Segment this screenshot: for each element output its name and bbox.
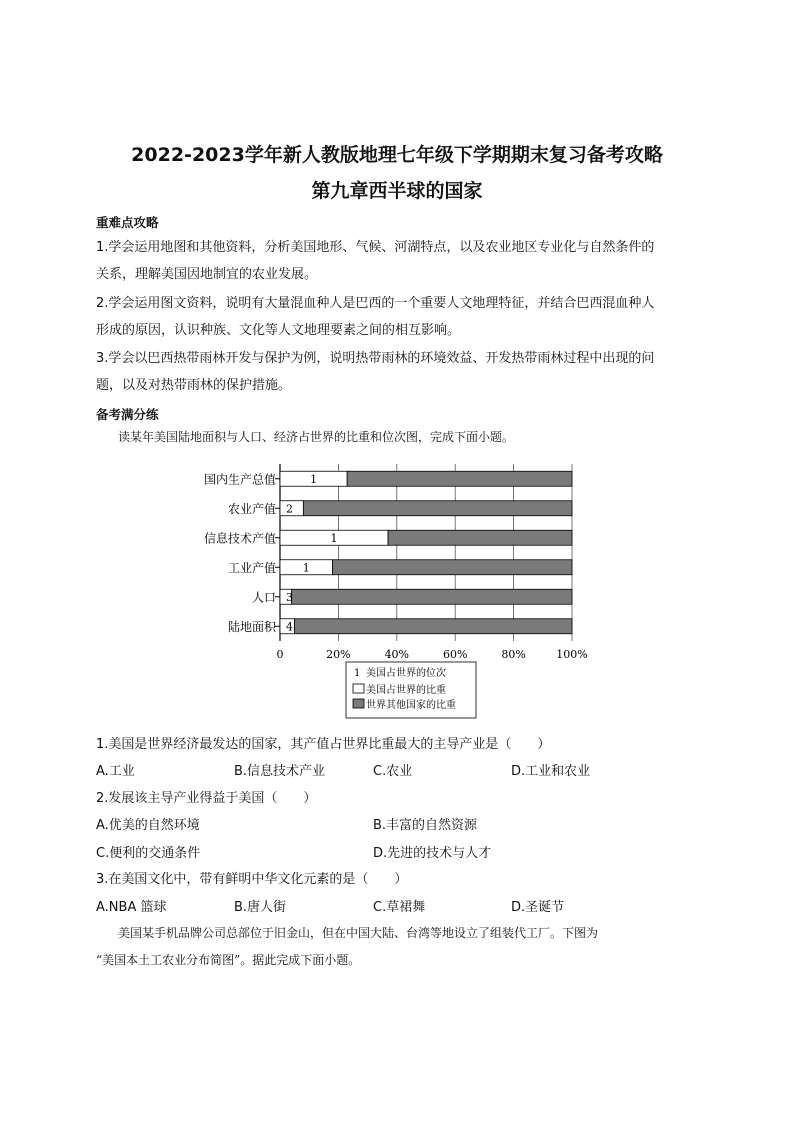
closing-line-1: 美国某手机品牌公司总部位于旧金山，但在中国大陆、台湾等地设立了组装代工厂。下图为 [118, 926, 599, 940]
practice-heading: 备考满分练 [96, 407, 159, 422]
question-1: 1.美国是世界经济最发达的国家，其产值占世界比重最大的主导产业是（ ） [96, 737, 551, 752]
closing-paragraph [96, 920, 706, 974]
category-label: 信息技术产值 [203, 531, 276, 546]
rest-of-world-bar [347, 471, 572, 486]
key-point-1-line-1: 1.学会运用地图和其他资料，分析美国地形、气候、河湖特点，以及农业地区专业化与自然条件的 [96, 240, 655, 255]
x-tick-label: 80% [501, 648, 526, 661]
key-point-1 [96, 234, 700, 288]
rank-label: 4 [286, 620, 293, 634]
q2-option-c: C.便利的交通条件 [96, 846, 201, 861]
key-point-2-line-1: 2.学会运用图文资料，说明有大量混血种人是巴西的一个重要人文地理特征，并结合巴西混血种人 [96, 296, 655, 311]
rest-of-world-bar [388, 530, 572, 545]
q3-option-a: A.NBA 篮球 [96, 900, 167, 915]
bar-chart [180, 458, 610, 720]
key-point-3-line-1: 3.学会以巴西热带雨林开发与保护为例，说明热带雨林的环境效益、开发热带雨林过程中出现的问 [96, 351, 655, 366]
legend-swatch [353, 684, 364, 693]
q1-option-d: D.工业和农业 [511, 764, 591, 779]
q1-option-a: A.工业 [96, 764, 135, 779]
legend-swatch [353, 699, 364, 708]
category-label: 工业产值 [227, 560, 276, 575]
page-subtitle: 第九章西半球的国家 [311, 180, 483, 202]
key-point-3-line-2: 题，以及对热带雨林的保护措施。 [96, 378, 292, 393]
q3-option-c: C.草裙舞 [373, 900, 426, 915]
q2-option-d: D.先进的技术与人才 [373, 846, 492, 861]
question-3: 3.在美国文化中，带有鲜明中华文化元素的是（ ） [96, 872, 408, 887]
legend-label: 世界其他国家的比重 [366, 700, 456, 711]
rank-label: 1 [310, 472, 318, 486]
x-tick-label: 60% [442, 648, 468, 661]
q3-option-b: B.唐人街 [234, 900, 287, 915]
question-2: 2.发展该主导产业得益于美国（ ） [96, 791, 317, 806]
category-label: 陆地面积 [227, 619, 276, 634]
legend-label: 美国占世界的比重 [366, 685, 446, 696]
chart-intro: 读某年美国陆地面积与人口、经济占世界的比重和位次图，完成下面小题。 [118, 430, 515, 444]
rank-label: 1 [330, 531, 338, 545]
category-label: 人口 [251, 590, 276, 605]
rest-of-world-bar [292, 589, 572, 604]
closing-line-2: “美国本土工农业分布简图”。据此完成下面小题。 [96, 953, 361, 967]
x-tick-label: 40% [384, 648, 410, 661]
key-point-1-line-2: 关系，理解美国因地制宜的农业发展。 [96, 267, 318, 282]
q2-option-b: B.丰富的自然资源 [373, 818, 478, 833]
key-point-2-line-2: 形成的原因，认识种族、文化等人文地理要素之间的相互影响。 [96, 323, 461, 338]
x-tick-label: 20% [326, 648, 351, 661]
q1-option-c: C.农业 [373, 764, 413, 779]
rest-of-world-bar [333, 560, 572, 575]
rank-label: 1 [302, 561, 310, 575]
q2-option-a: A.优美的自然环境 [96, 818, 200, 833]
q1-option-b: B.信息技术产业 [234, 764, 326, 779]
q3-option-d: D.圣诞节 [511, 900, 565, 915]
key-point-3 [96, 345, 700, 399]
x-tick-label: 0 [276, 648, 284, 661]
rest-of-world-bar [303, 501, 572, 516]
category-label: 国内生产总值 [203, 472, 276, 487]
legend-rank-label: 美国占世界的位次 [366, 668, 446, 679]
category-label: 农业产值 [227, 501, 276, 516]
page-title: 2022-2023学年新人教版地理七年级下学期期末复习备考攻略 [131, 144, 663, 166]
x-tick-label: 100% [556, 648, 588, 661]
rank-label: 2 [286, 502, 293, 516]
key-points-heading: 重难点攻略 [96, 215, 159, 230]
rest-of-world-bar [295, 619, 572, 634]
rank-label: 3 [286, 590, 293, 604]
key-point-2 [96, 290, 700, 344]
legend-rank-marker: 1 [354, 668, 361, 679]
